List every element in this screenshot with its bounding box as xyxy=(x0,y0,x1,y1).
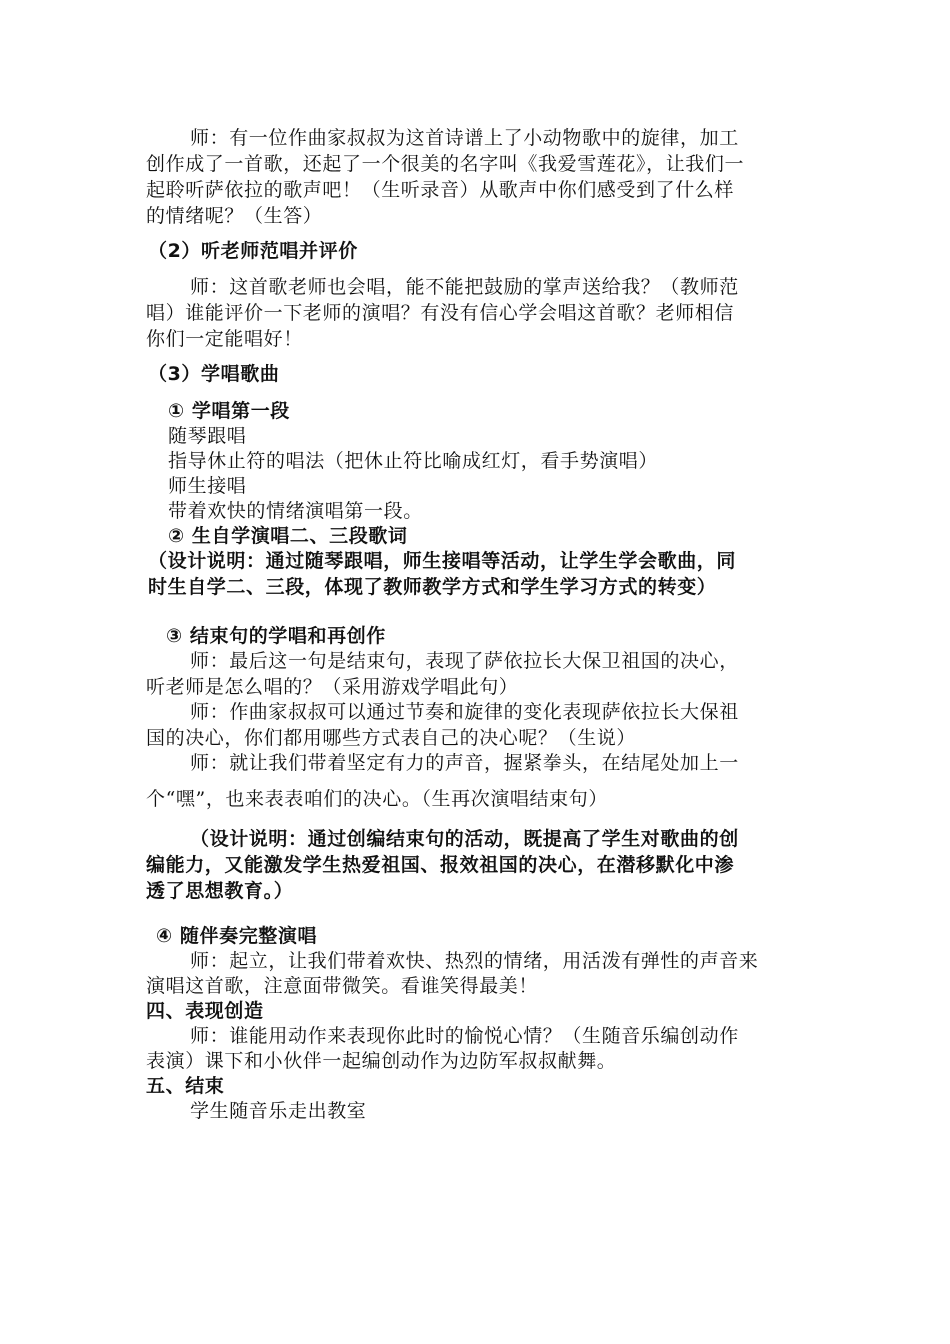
paragraph-4-line-1: 师：起立，让我们带着欢快、热烈的情绪，用活泼有弹性的声音来 xyxy=(190,950,759,972)
paragraph-1-line-3: 起聆听萨依拉的歌声吧！（生听录音）从歌声中你们感受到了什么样 xyxy=(146,179,735,201)
paragraph-3-line-3: 师：作曲家叔叔可以通过节奏和旋律的变化表现萨依拉长大保祖 xyxy=(190,701,739,723)
heading-expression-creation: 四、表现创造 xyxy=(146,1000,264,1022)
subheading-ending-phrase: ③ 结束句的学唱和再创作 xyxy=(166,625,386,647)
design-note-2-line-3: 透了思想教育。） xyxy=(146,880,294,902)
verse-one-item-4: 带着欢快的情绪演唱第一段。 xyxy=(168,500,423,522)
design-note-1-line-1: （设计说明：通过随琴跟唱，师生接唱等活动，让学生学会歌曲，同 xyxy=(148,550,737,572)
paragraph-3-line-4: 国的决心，你们都用哪些方式表自己的决心呢？（生说） xyxy=(146,727,637,749)
paragraph-5-line-1: 师：谁能用动作来表现你此时的愉悦心情？（生随音乐编创动作 xyxy=(190,1025,739,1047)
design-note-2-line-2: 编能力，又能激发学生热爱祖国、报效祖国的决心，在潜移默化中渗 xyxy=(146,854,735,876)
paragraph-4-line-2: 演唱这首歌，注意面带微笑。看谁笑得最美！ xyxy=(146,975,539,997)
design-note-2-line-1: （设计说明：通过创编结束句的活动，既提高了学生对歌曲的创 xyxy=(190,828,739,850)
subheading-verse-one: ① 学唱第一段 xyxy=(168,400,290,422)
paragraph-1-line-4: 的情绪呢？（生答） xyxy=(146,205,323,227)
paragraph-3-line-2: 听老师是怎么唱的？（采用游戏学唱此句） xyxy=(146,676,519,698)
heading-listen-evaluate: （2）听老师范唱并评价 xyxy=(148,240,358,262)
paragraph-3-line-6: 个“嘿”，也来表表咱们的决心。（生再次演唱结束句） xyxy=(146,788,608,810)
paragraph-5-line-2: 表演）课下和小伙伴一起编创动作为边防军叔叔献舞。 xyxy=(146,1050,617,1072)
subheading-self-study: ② 生自学演唱二、三段歌词 xyxy=(168,525,408,547)
paragraph-3-line-5: 师：就让我们带着坚定有力的声音，握紧拳头，在结尾处加上一 xyxy=(190,752,739,774)
design-note-1-line-2: 时生自学二、三段，体现了教师教学方式和学生学习方式的转变） xyxy=(148,576,717,598)
paragraph-2-line-1: 师：这首歌老师也会唱，能不能把鼓励的掌声送给我？（教师范 xyxy=(190,276,739,298)
verse-one-item-1: 随琴跟唱 xyxy=(168,425,247,447)
paragraph-3-line-1: 师：最后这一句是结束句，表现了萨依拉长大保卫祖国的决心， xyxy=(190,650,739,672)
paragraph-1-line-1: 师：有一位作曲家叔叔为这首诗谱上了小动物歌中的旋律，加工 xyxy=(190,127,739,149)
paragraph-2-line-3: 你们一定能唱好！ xyxy=(146,328,303,350)
paragraph-6: 学生随音乐走出教室 xyxy=(190,1100,367,1122)
paragraph-1-line-2: 创作成了一首歌，还起了一个很美的名字叫《我爱雪莲花》，让我们一 xyxy=(146,153,745,175)
paragraph-2-line-2: 唱）谁能评价一下老师的演唱？有没有信心学会唱这首歌？老师相信 xyxy=(146,302,735,324)
verse-one-item-2: 指导休止符的唱法（把休止符比喻成红灯，看手势演唱） xyxy=(168,450,659,472)
verse-one-item-3: 师生接唱 xyxy=(168,475,247,497)
heading-conclusion: 五、结束 xyxy=(146,1075,225,1097)
heading-learn-song: （3）学唱歌曲 xyxy=(148,363,280,385)
subheading-full-performance: ④ 随伴奏完整演唱 xyxy=(156,925,318,947)
